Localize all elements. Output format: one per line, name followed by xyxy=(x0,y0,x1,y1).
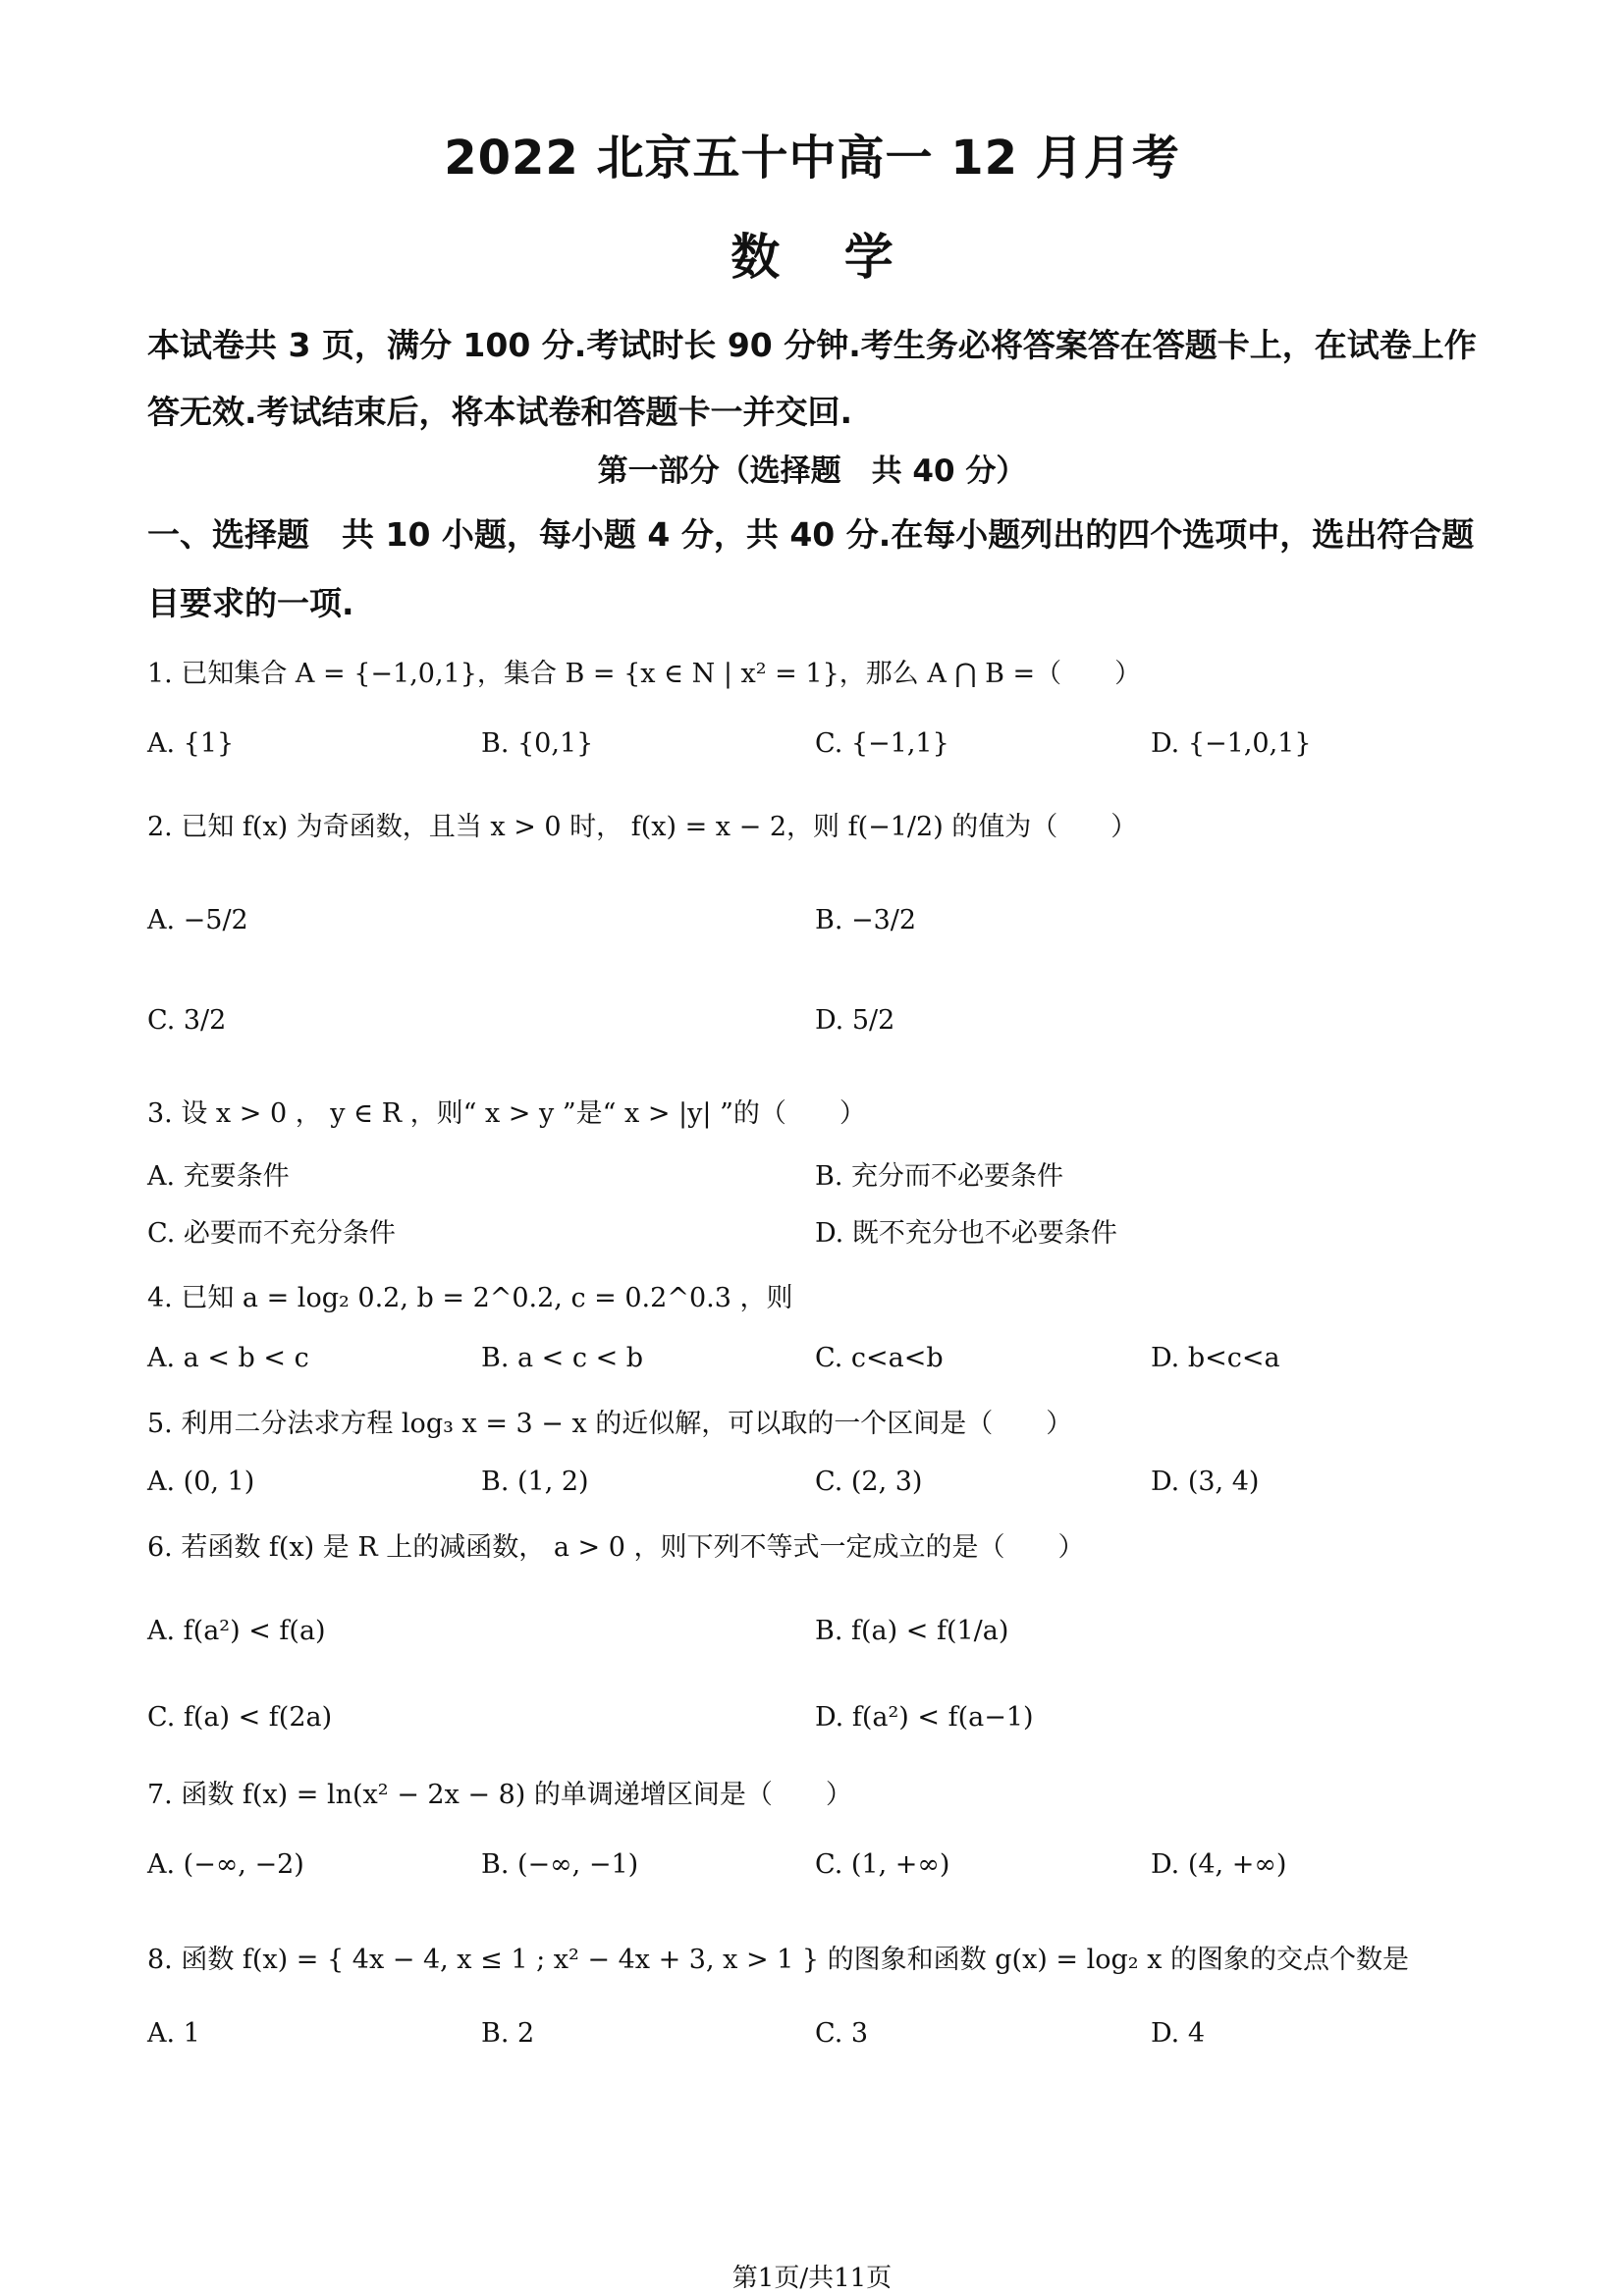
question-4-stem: 4. 已知 a = log₂ 0.2, b = 2^0.2, c = 0.2^0.3 ，则 xyxy=(147,1283,793,1313)
q4-option-c: C. c<a<b xyxy=(815,1343,944,1373)
q2-option-d: D. 5/2 xyxy=(815,1005,895,1036)
q6-option-d: D. f(a²) < f(a−1) xyxy=(815,1702,1034,1733)
question-8-stem: 8. 函数 f(x) = { 4x − 4, x ≤ 1 ; x² − 4x + 3, x > 1 } 的图象和函数 g(x) = log₂ x 的图象的交点个数是 xyxy=(147,1945,1410,1975)
q6-option-a: A. f(a²) < f(a) xyxy=(147,1616,326,1646)
q1-option-c: C. {−1,1} xyxy=(815,728,949,759)
q4-option-b: B. a < c < b xyxy=(481,1343,644,1373)
q3-option-a: A. 充要条件 xyxy=(147,1161,290,1192)
q5-option-c: C. (2, 3) xyxy=(815,1467,923,1497)
question-3-stem: 3. 设 x > 0 ， y ∈ R ，则“ x > y ”是“ x > |y| ”的（ ） xyxy=(147,1098,866,1129)
q8-option-d: D. 4 xyxy=(1151,2018,1206,2049)
q1-option-b: B. {0,1} xyxy=(481,728,594,759)
exam-title: 2022 北京五十中高一 12 月月考 xyxy=(444,131,1180,186)
question-5-stem: 5. 利用二分法求方程 log₃ x = 3 − x 的近似解，可以取的一个区间是（ ） xyxy=(147,1409,1073,1439)
exam-instructions: 本试卷共 3 页，满分 100 分.考试时长 90 分钟.考生务必将答案答在答题卡上，在试卷上作答无效.考试结束后，将本试卷和答题卡一并交回. xyxy=(147,326,1477,431)
q8-option-a: A. 1 xyxy=(147,2018,200,2049)
q4-option-a: A. a < b < c xyxy=(147,1343,309,1373)
q3-option-b: B. 充分而不必要条件 xyxy=(815,1161,1064,1192)
q4-option-d: D. b<c<a xyxy=(1151,1343,1280,1373)
question-1-stem: 1. 已知集合 A = {−1,0,1}，集合 B = {x ∈ N | x² = 1}，那么 A ⋂ B =（ ） xyxy=(147,659,1142,689)
question-6-stem: 6. 若函数 f(x) 是 R 上的减函数， a > 0 ，则下列不等式一定成立的是（ ） xyxy=(147,1532,1085,1563)
q7-option-a: A. (−∞, −2) xyxy=(147,1849,304,1880)
section-intro: 一、选择题 共 10 小题，每小题 4 分，共 40 分.在每小题列出的四个选项中，选出符合题目要求的一项. xyxy=(147,515,1475,622)
q8-option-c: C. 3 xyxy=(815,2018,869,2049)
q6-option-b: B. f(a) < f(1/a) xyxy=(815,1616,1009,1646)
q2-option-b: B. −3/2 xyxy=(815,905,917,935)
q6-option-c: C. f(a) < f(2a) xyxy=(147,1702,333,1733)
q1-option-d: D. {−1,0,1} xyxy=(1151,728,1312,759)
q5-option-b: B. (1, 2) xyxy=(481,1467,589,1497)
page-footer: 第1页/共11页 xyxy=(731,2264,893,2293)
question-7-stem: 7. 函数 f(x) = ln(x² − 2x − 8) 的单调递增区间是（ ） xyxy=(147,1780,852,1810)
q5-option-d: D. (3, 4) xyxy=(1151,1467,1260,1497)
q7-option-d: D. (4, +∞) xyxy=(1151,1849,1287,1880)
q1-option-a: A. {1} xyxy=(147,728,235,759)
part-title: 第一部分（选择题 共 40 分） xyxy=(597,454,1027,489)
q5-option-a: A. (0, 1) xyxy=(147,1467,255,1497)
question-2-stem: 2. 已知 f(x) 为奇函数，且当 x > 0 时， f(x) = x − 2，则 f(−1/2) 的值为（ ） xyxy=(147,812,1138,842)
q7-option-c: C. (1, +∞) xyxy=(815,1849,950,1880)
q3-option-c: C. 必要而不充分条件 xyxy=(147,1218,396,1249)
q8-option-b: B. 2 xyxy=(481,2018,535,2049)
q7-option-b: B. (−∞, −1) xyxy=(481,1849,639,1880)
q2-option-c: C. 3/2 xyxy=(147,1005,227,1036)
q3-option-d: D. 既不充分也不必要条件 xyxy=(815,1218,1117,1249)
subject-title: 数 学 xyxy=(731,229,893,286)
q2-option-a: A. −5/2 xyxy=(147,905,248,935)
